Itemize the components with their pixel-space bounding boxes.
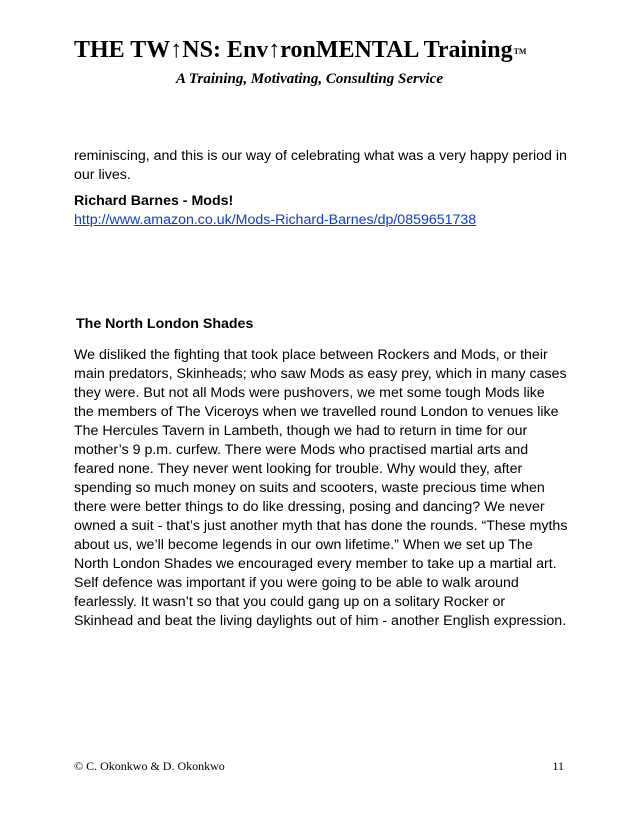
reference-block: [74, 192, 568, 230]
document-title-text: THE TW↑NS: Env↑ronMENTAL Training: [74, 37, 513, 63]
reference-title: Richard Barnes - Mods!: [74, 193, 234, 209]
trademark-mark: TM: [513, 47, 527, 56]
reference-link[interactable]: http://www.amazon.co.uk/Mods-Richard-Barnes/dp/0859651738: [74, 212, 477, 228]
footer-copyright: © C. Okonkwo & D. Okonkwo: [74, 759, 225, 773]
main-paragraph: We disliked the fighting that took place between Rockers and Mods, or their main predators, Skinheads; who saw Mods as easy prey, which in many cases they were. But not all Mods were pushovers, we met some tough Mods like the members of The Viceroys when we travelled round London to venues like The Hercules Tavern in Lambeth, though we had to return in time for our mother’s 9 p.m. curfew. There were Mods who practised martial arts and feared none. They never went looking for trouble. Why would they, after spending so much money on suits and scooters, waste precious time when there were better things to do like dressing, posing and dancing? We never owned a suit - that’s just another myth that has done the rounds. “These myths about us, we’ll become legends in our own lifetime.” When we set up The North London Shades we encouraged every member to take up a martial art. Self defence was important if you were going to be able to walk around fearlessly. It wasn’t so that you could gang up on a solitary Rocker or Skinhead and beat the living daylights out of him - another English expression.: [74, 347, 568, 629]
section-heading: The North London Shades: [76, 316, 254, 332]
intro-paragraph: reminiscing, and this is our way of celebrating what was a very happy period in our lives.: [74, 148, 567, 183]
page-header: [74, 36, 594, 88]
document-subtitle: A Training, Motivating, Consulting Service: [176, 71, 443, 87]
document-title: [74, 36, 594, 66]
page-number: 11: [552, 759, 564, 773]
